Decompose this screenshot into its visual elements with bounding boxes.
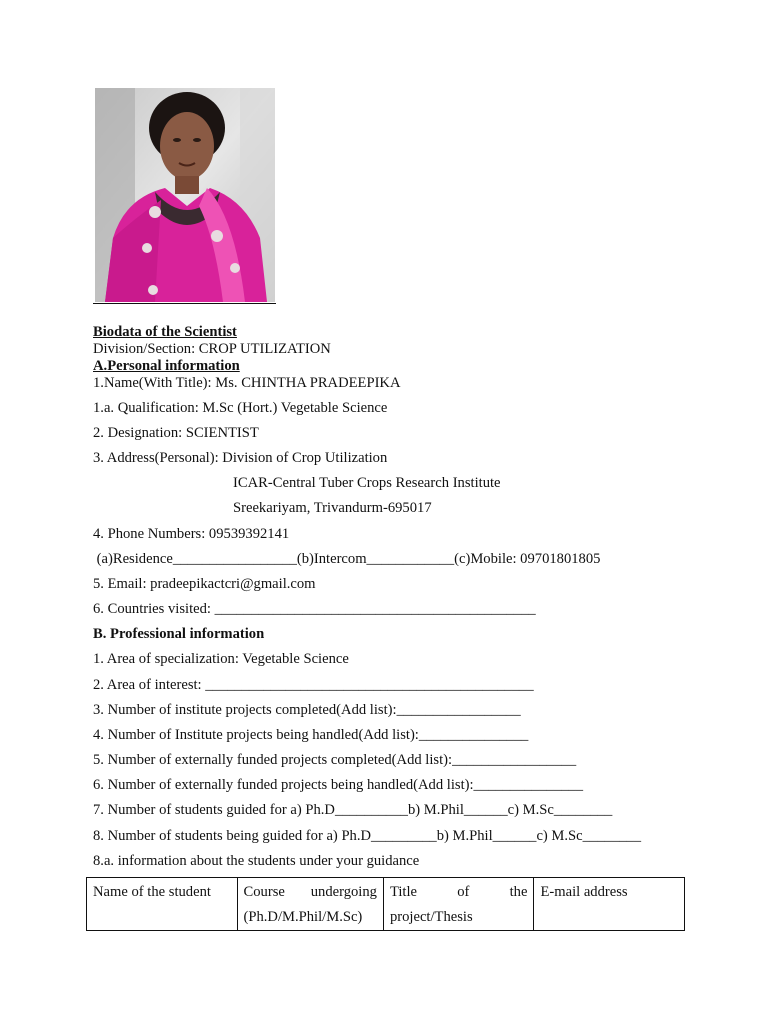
header-course-line-2: (Ph.D/M.Phil/M.Sc): [243, 909, 363, 925]
specialization-line: 1. Area of specialization: Vegetable Science: [93, 651, 349, 667]
address-line-2: ICAR-Central Tuber Crops Research Institute: [233, 475, 501, 491]
address-line-1: 3. Address(Personal): Division of Crop Utilization: [93, 450, 388, 466]
scientist-photo: [95, 88, 275, 302]
table-header-row: [87, 878, 685, 931]
header-student-name: [87, 878, 238, 931]
biodata-title: Biodata of the Scientist: [93, 324, 237, 340]
ext-projects-completed-line: 5. Number of externally funded projects completed(Add list):_________________: [93, 752, 577, 768]
division-line: Division/Section: CROP UTILIZATION: [93, 341, 331, 357]
header-title-word-3: the: [509, 884, 528, 900]
phone-line: 4. Phone Numbers: 09539392141: [93, 526, 290, 542]
students-guided-line: 7. Number of students guided for a) Ph.D__________b) M.Phil______c) M.Sc________: [93, 802, 613, 818]
professional-heading: B. Professional information: [93, 626, 265, 642]
header-course-word-1: Course: [243, 884, 285, 900]
header-title-word-2: of: [457, 884, 470, 900]
address-line-3: Sreekariyam, Trivandurm-695017: [233, 500, 432, 516]
projects-completed-line: 3. Number of institute projects completed(Add list):_________________: [93, 702, 521, 718]
photo-underline: [93, 303, 276, 304]
ext-projects-handled-line: 6. Number of externally funded projects being handled(Add list):_______________: [93, 777, 584, 793]
header-course: [237, 878, 383, 931]
header-title-line-2: project/Thesis: [389, 909, 473, 925]
personal-heading: A.Personal information: [93, 358, 240, 374]
header-title: [383, 878, 534, 931]
header-student-name-label: Name of the student: [93, 884, 211, 900]
students-info-line: 8.a. information about the students under your guidance: [93, 853, 420, 869]
phone-detail-line: (a)Residence_________________(b)Intercom____________(c)Mobile: 09701801805: [93, 551, 601, 567]
projects-handled-line: 4. Number of Institute projects being handled(Add list):_______________: [93, 727, 529, 743]
students-being-guided-line: 8. Number of students being guided for a) Ph.D_________b) M.Phil______c) M.Sc________: [93, 828, 642, 844]
header-title-word-1: Title: [389, 884, 418, 900]
countries-line: 6. Countries visited: ____________________________________________: [93, 601, 536, 617]
interest-line: 2. Area of interest: _____________________________________________: [93, 677, 534, 693]
email-line: 5. Email: pradeepikactcri@gmail.com: [93, 576, 316, 592]
header-email-label: E-mail address: [540, 884, 628, 900]
students-table: [86, 877, 685, 931]
header-email: [534, 878, 685, 931]
header-course-word-2: undergoing: [310, 884, 377, 900]
qualification-line: 1.a. Qualification: M.Sc (Hort.) Vegetable Science: [93, 400, 388, 416]
name-line: 1.Name(With Title): Ms. CHINTHA PRADEEPIKA: [93, 375, 401, 391]
designation-line: 2. Designation: SCIENTIST: [93, 425, 259, 441]
